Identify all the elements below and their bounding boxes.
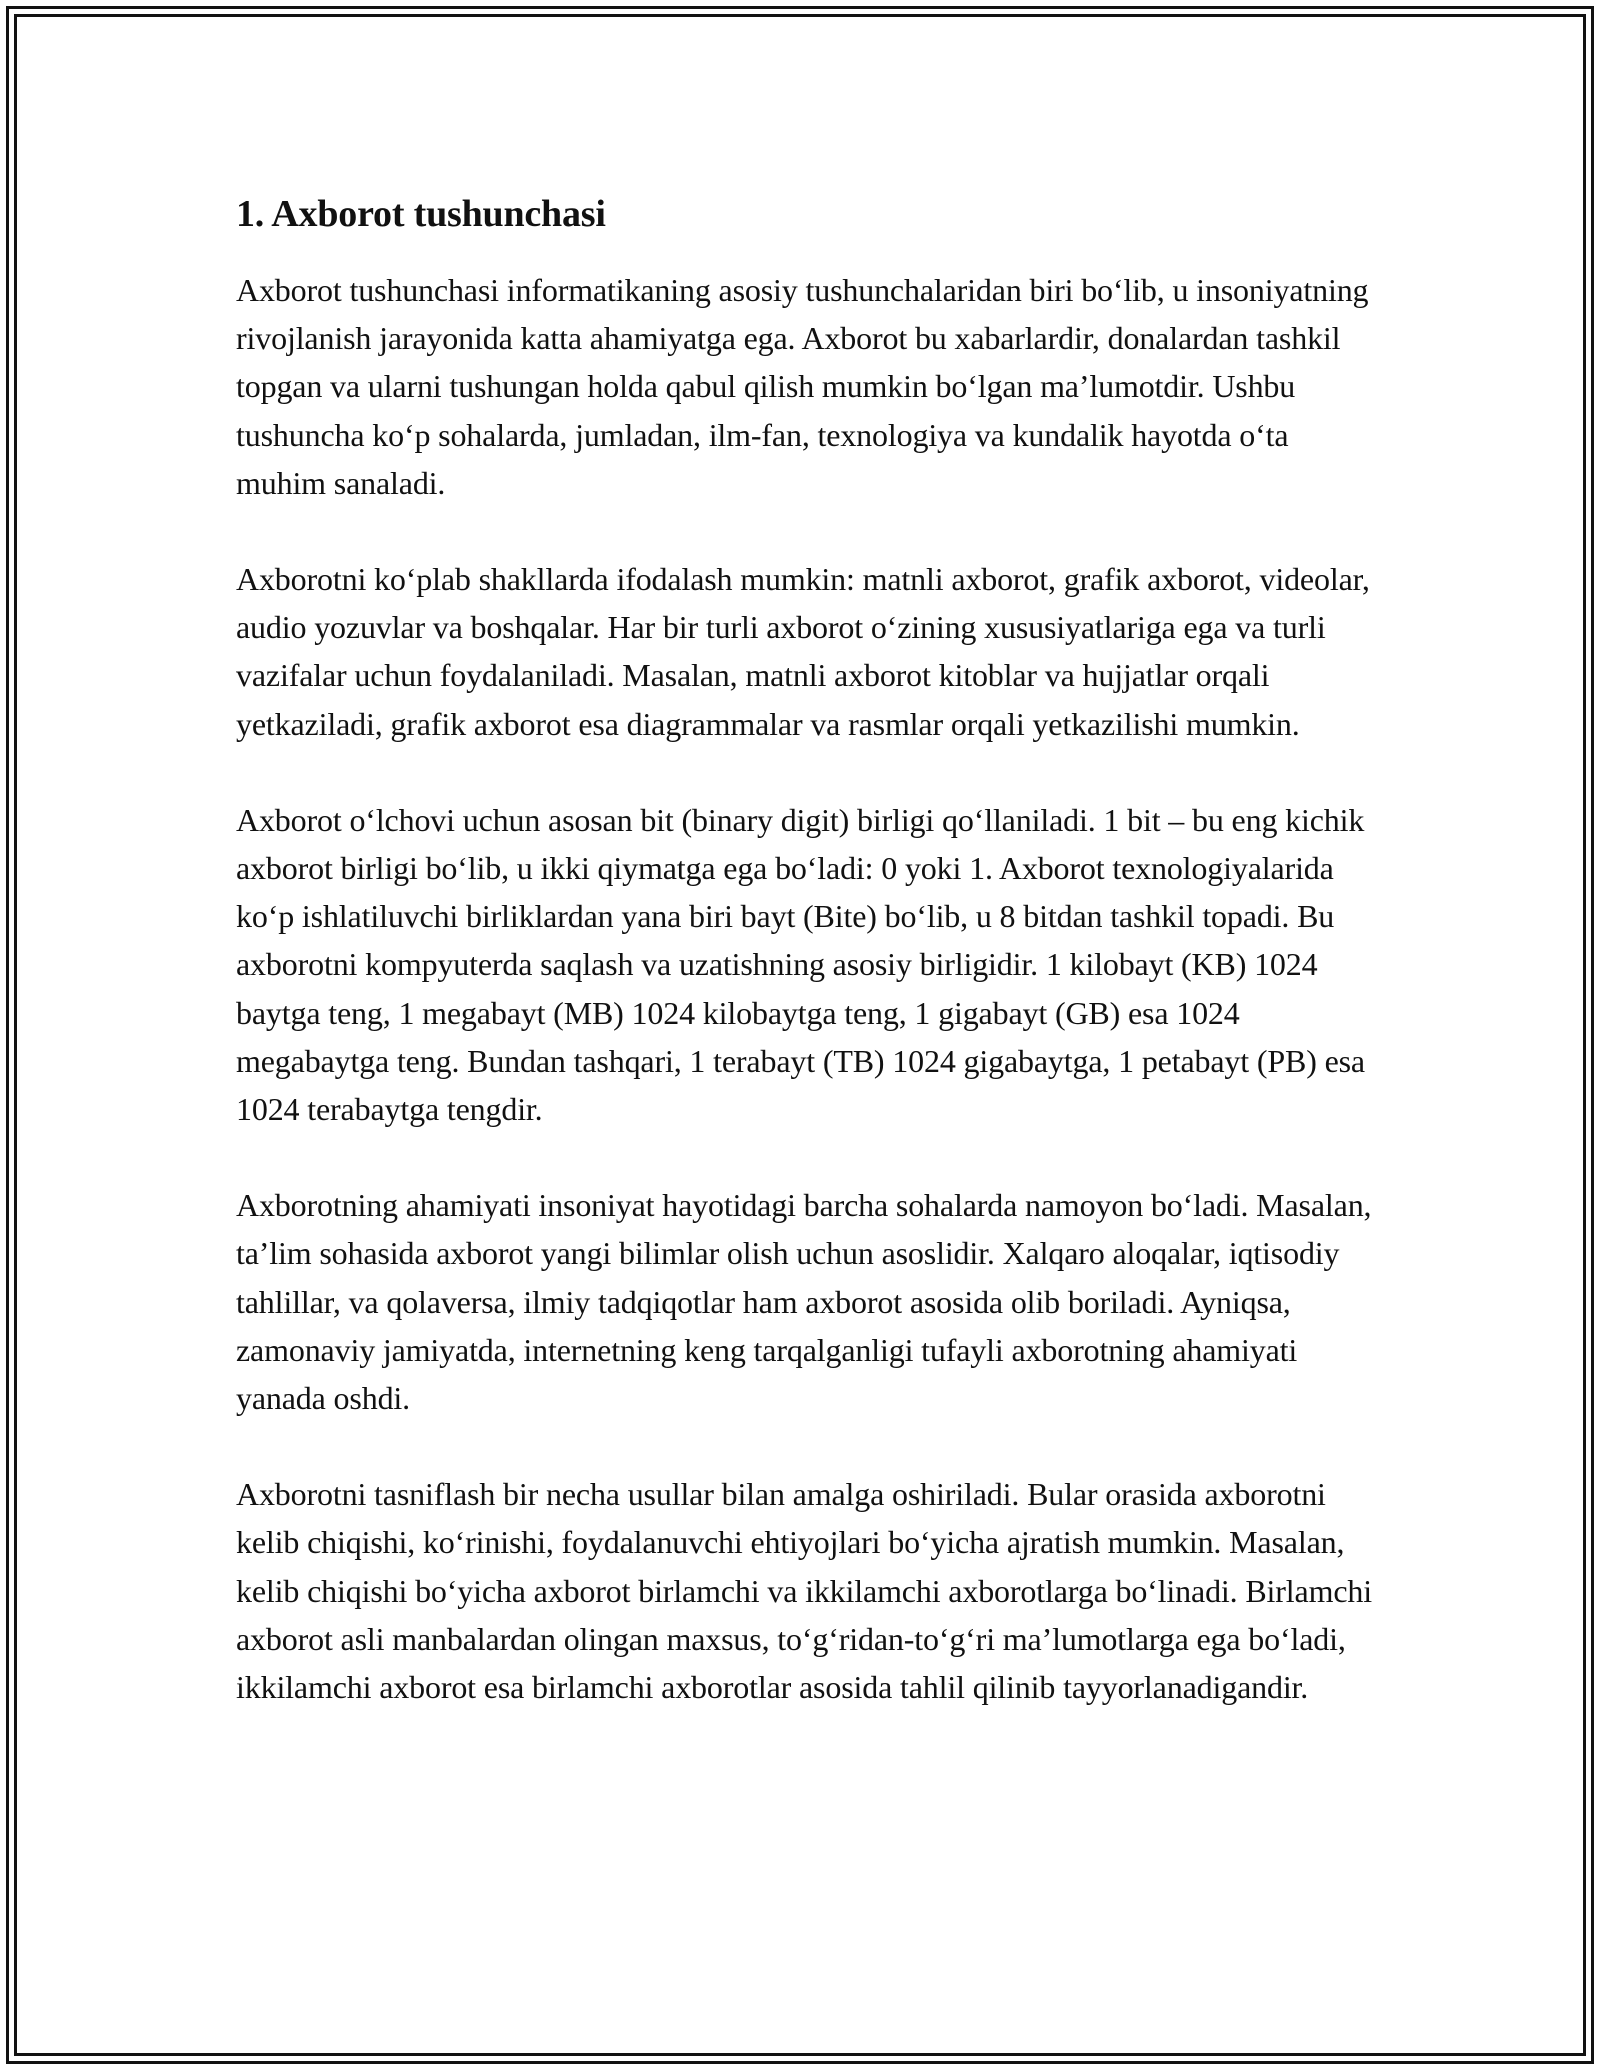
paragraph-definition: Axborot tushunchasi informatikaning asosiy tushunchalaridan biri bo‘lib, u insoniyatning rivojlanish jarayonida katta ahamiyatga ega. Axborot bu xabarlardir, donalardan tashkil topgan va ularni tushungan holda qabul qilish mumkin bo‘lgan ma’lumotdir. Ushbu tushuncha ko‘p sohalarda, jumladan, ilm-fan, texnologiya va kundalik hayotda o‘ta muhim sanaladi. — [236, 272, 1369, 501]
paragraph-units: Axborot o‘lchovi uchun asosan bit (binary digit) birligi qo‘llaniladi. 1 bit – bu eng kichik axborot birligi bo‘lib, u ikki qiymatga ega bo‘ladi: 0 yoki 1. Axborot texnologiyalarida ko‘p ishlatiluvchi birliklardan yana biri bayt (Bite) bo‘lib, u 8 bitdan tashkil topadi. Bu axborotni kompyuterda saqlash va uzatishning asosiy birligidir. 1 kilobayt (KB) 1024 baytga teng, 1 megabayt (MB) 1024 kilobaytga teng, 1 gigabayt (GB) esa 1024 megabaytga teng. Bundan tashqari, 1 terabayt (TB) 1024 gigabaytga, 1 petabayt (PB) esa 1024 terabaytga tengdir. — [236, 801, 1365, 1128]
section-heading: 1. Axborot tushunchasi — [236, 193, 606, 235]
paragraph-forms: Axborotni ko‘plab shakllarda ifodalash mumkin: matnli axborot, grafik axborot, videolar, audio yozuvlar va boshqalar. Har bir turli axborot o‘zining xususiyatlariga ega va turli vazifalar uchun foydalaniladi. Masalan, matnli axborot kitoblar va hujjatlar orqali yetkaziladi, grafik axborot esa diagrammalar va rasmlar orqali yetkazilishi mumkin. — [236, 561, 1370, 742]
paragraph-importance: Axborotning ahamiyati insoniyat hayotidagi barcha sohalarda namoyon bo‘ladi. Masalan, ta’lim sohasida axborot yangi bilimlar olish uchun asoslidir. Xalqaro aloqalar, iqtisodiy tahlillar, va qolaversa, ilmiy tadqiqotlar ham axborot asosida olib boriladi. Ayniqsa, zamonaviy jamiyatda, internetning keng tarqalganligi tufayli axborotning ahamiyati yanada oshdi. — [236, 1187, 1372, 1417]
document-body — [236, 188, 1382, 1759]
paragraph-classification: Axborotni tasniflash bir necha usullar bilan amalga oshiriladi. Bular orasida axborotni kelib chiqishi, ko‘rinishi, foydalanuvchi ehtiyojlari bo‘yicha ajratish mumkin. Masalan, kelib chiqishi bo‘yicha axborot birlamchi va ikkilamchi axborotlarga bo‘linadi. Birlamchi axborot asli manbalardan olingan maxsus, to‘g‘ridan-to‘g‘ri ma’lumotlarga ega bo‘ladi, ikkilamchi axborot esa birlamchi axborotlar asosida tahlil qilinib tayyorlanadigandir. — [236, 1476, 1372, 1706]
